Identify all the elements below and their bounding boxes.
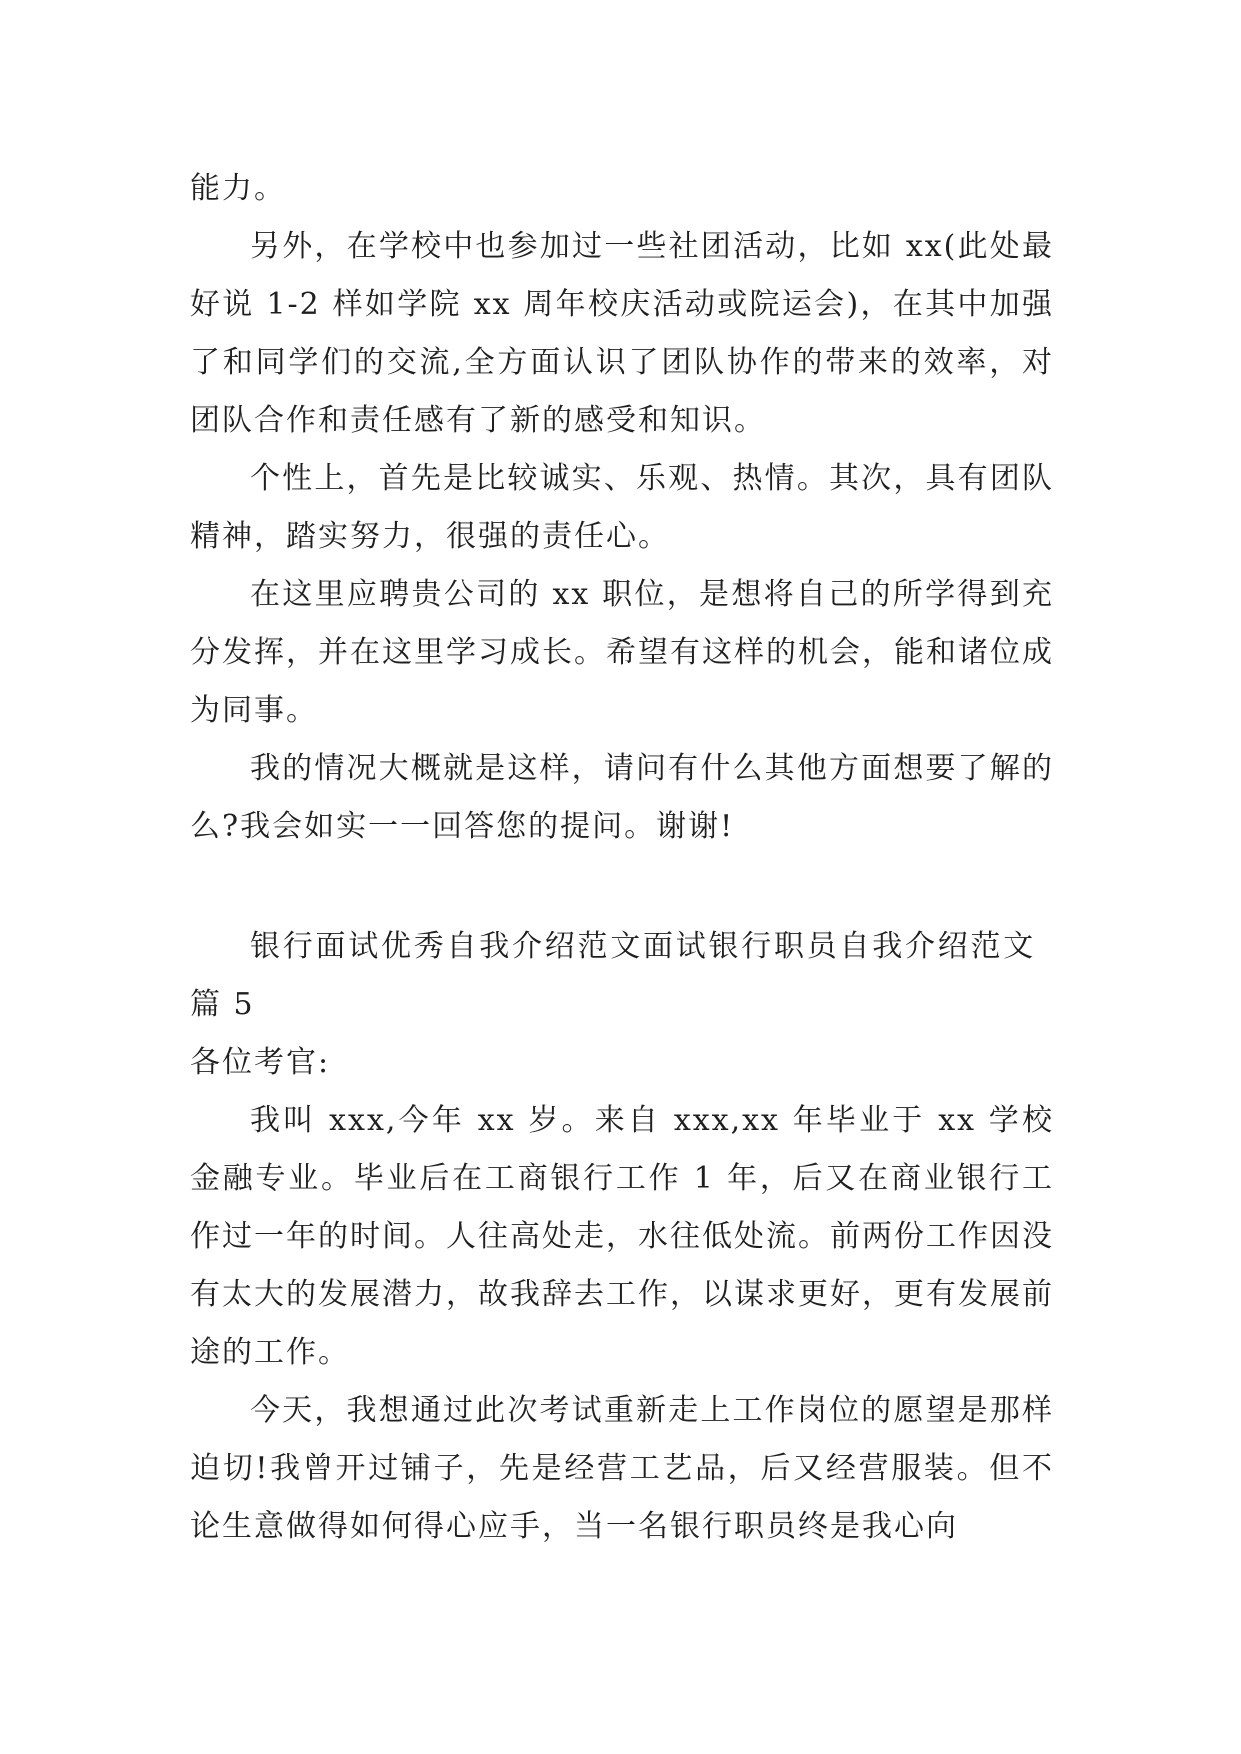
paragraph-club-activities: 另外，在学校中也参加过一些社团活动，比如 xx(此处最好说 1-2 样如学院 xx 周年校庆活动或院运会)，在其中加强了和同学们的交流,全方面认识了团队协作的带来的效率，对团队合作和责任感有了新的感受和知识。 (190, 229, 1054, 438)
paragraph-background: 我叫 xxx,今年 xx 岁。来自 xxx,xx 年毕业于 xx 学校金融专业。毕业后在工商银行工作 1 年，后又在商业银行工作过一年的时间。人往高处走，水往低处流。前两份工作因没有太大的发展潜力，故我辞去工作，以谋求更好，更有发展前途的工作。 (190, 1103, 1054, 1370)
section-title: 银行面试优秀自我介绍范文面试银行职员自我介绍范文 (250, 929, 1036, 964)
section-number: 篇 5 (190, 987, 255, 1022)
paragraph-personality: 个性上，首先是比较诚实、乐观、热情。其次，具有团队精神，踏实努力，很强的责任心。 (190, 461, 1054, 554)
salutation: 各位考官: (190, 1045, 331, 1080)
paragraph-continuation: 能力。 (190, 171, 286, 206)
paragraph-motivation: 今天，我想通过此次考试重新走上工作岗位的愿望是那样迫切!我曾开过铺子，先是经营工艺品，后又经营服装。但不论生意做得如何得心应手，当一名银行职员终是我心向 (190, 1393, 1054, 1544)
paragraph-closing: 我的情况大概就是这样，请问有什么其他方面想要了解的么?我会如实一一回答您的提问。谢谢! (190, 751, 1054, 844)
document-body (190, 160, 1054, 1556)
section-heading (190, 918, 1054, 1034)
paragraph-position: 在这里应聘贵公司的 xx 职位，是想将自己的所学得到充分发挥，并在这里学习成长。希望有这样的机会，能和诸位成为同事。 (190, 577, 1054, 728)
